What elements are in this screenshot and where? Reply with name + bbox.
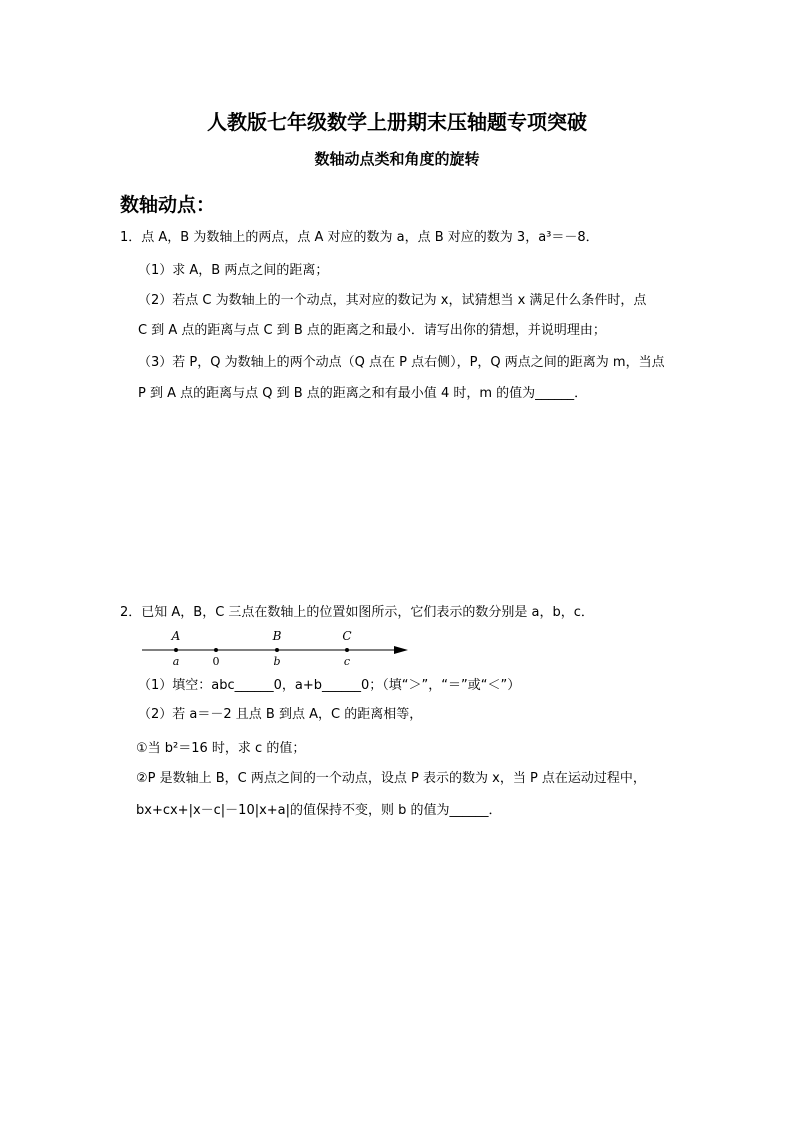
number-line-arrow: [394, 646, 408, 654]
number-line-figure: [138, 626, 418, 670]
q2-stem: 2．已知 A，B，C 三点在数轴上的位置如图所示，它们表示的数分别是 a，b，c．: [120, 605, 594, 620]
q1-part3-line2: P 到 A 点的距离与点 Q 到 B 点的距离之和有最小值 4 时，m 的值为______．: [138, 386, 588, 401]
q1-part1: （1）求 A，B 两点之间的距离；: [138, 263, 329, 278]
page-subtitle: 数轴动点类和角度的旋转: [314, 150, 480, 168]
number-line-point-label: b: [273, 655, 281, 668]
number-line-point-name: B: [272, 629, 282, 643]
number-line-point-label: 0: [212, 655, 220, 668]
q1-part3-line1: （3）若 P，Q 为数轴上的两个动点（Q 点在 P 点右侧），P，Q 两点之间的距离为 m，当点: [138, 355, 665, 370]
number-line-point-label: c: [343, 655, 351, 668]
number-line-point: [345, 648, 349, 652]
q2-sub2-line2: bx+cx+|x－c|－10|x+a|的值保持不变，则 b 的值为______．: [136, 803, 502, 818]
q1-part2-line1: （2）若点 C 为数轴上的一个动点，其对应的数记为 x，试猜想当 x 满足什么条件时，点: [138, 293, 647, 308]
q2-part1: （1）填空：abc______0，a+b______0；（填“＞”，“＝”或“＜”）: [138, 678, 521, 693]
number-line-point-label: a: [172, 655, 180, 668]
number-line-point-name: C: [342, 629, 352, 643]
number-line-point: [275, 648, 279, 652]
q1-part2-line2: C 到 A 点的距离与点 C 到 B 点的距离之和最小．请写出你的猜想，并说明理由；: [138, 323, 606, 338]
number-line-point: [214, 648, 218, 652]
number-line-point-name: A: [171, 629, 181, 643]
q2-sub2-line1: ②P 是数轴上 B，C 两点之间的一个动点，设点 P 表示的数为 x，当 P 点在运动过程中，: [136, 771, 646, 786]
number-line-point: [174, 648, 178, 652]
page-title: 人教版七年级数学上册期末压轴题专项突破: [207, 110, 587, 134]
q2-sub1: ①当 b²＝16 时，求 c 的值；: [136, 741, 306, 756]
section-heading: 数轴动点：: [120, 194, 216, 216]
q1-stem: 1．点 A，B 为数轴上的两点，点 A 对应的数为 a，点 B 对应的数为 3，a³＝－8．: [120, 230, 599, 245]
q2-part2: （2）若 a＝－2 且点 B 到点 A，C 的距离相等，: [138, 707, 423, 722]
